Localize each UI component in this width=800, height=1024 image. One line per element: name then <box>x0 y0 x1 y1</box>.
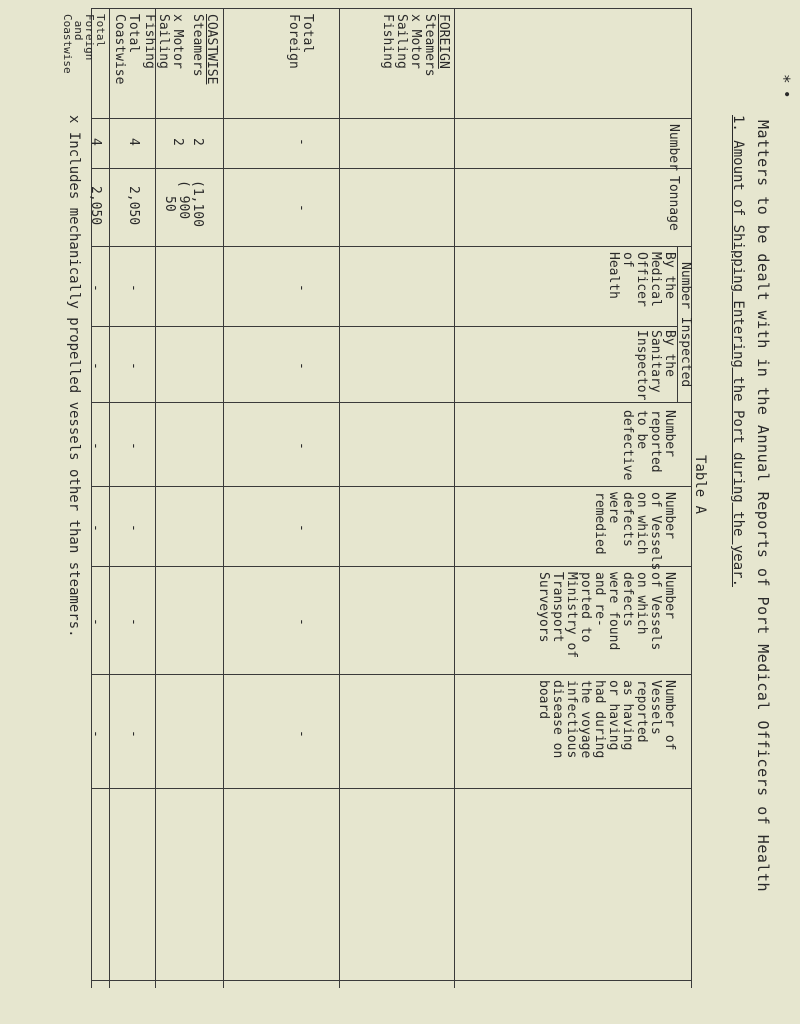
total-all-defective: - <box>88 442 103 450</box>
row-label-fishing: Fishing <box>380 14 395 69</box>
row-label-foreign: FOREIGN <box>436 14 451 69</box>
row-rule-after-foreign <box>339 8 340 988</box>
total-foreign-tonnage: - <box>294 204 309 212</box>
col-header-reported-defective: Number reported to be defective <box>620 410 677 481</box>
col-header-number: Number <box>666 124 681 171</box>
total-coastwise-si: - <box>126 362 141 370</box>
coast-motor-number: 2 <box>170 138 185 146</box>
table-right-rule <box>92 980 692 981</box>
total-all-si: - <box>88 362 103 370</box>
row-label-motor: x Motor <box>408 14 423 69</box>
col-rule-5 <box>92 402 692 403</box>
total-coastwise-infectious: - <box>126 730 141 738</box>
col-rule-2 <box>92 168 692 169</box>
row-rule-after-total-coastwise <box>109 8 110 988</box>
coast-steamers-tonnage: (1,100 <box>190 180 205 227</box>
total-coastwise-number: 4 <box>126 138 141 146</box>
col-rule-8 <box>92 674 692 675</box>
col-rule-3 <box>92 246 692 247</box>
star-mark: * <box>775 74 794 84</box>
document-title: Matters to be dealt with in the Annual Reports of Port Medical Officers of Health <box>754 120 772 892</box>
col-header-tonnage: Tonnage <box>666 176 681 231</box>
total-all-tonnage: 2,050 <box>88 186 103 226</box>
row-label-total-foreign-and-coastwise: Total Foreign and Coastwise <box>61 14 107 74</box>
row-label-coast-motor: x Motor <box>170 14 185 69</box>
col-rule-4 <box>92 326 678 327</box>
col-header-infectious-disease: Number of Vessels reported as having or having had during the voyage infectious disease on board <box>536 680 677 759</box>
total-coastwise-ministry: - <box>126 618 141 626</box>
total-foreign-ministry: - <box>294 618 309 626</box>
total-all-ministry: - <box>88 618 103 626</box>
col-rule-6 <box>92 486 692 487</box>
col-header-reported-to-ministry: Number of Vessels on which defects were found and re- ported to Ministry of Transport Surveyors <box>536 572 677 659</box>
table-left-rule <box>92 8 692 9</box>
total-coastwise-remedied: - <box>126 524 141 532</box>
header-rule <box>454 8 455 988</box>
total-all-number: 4 <box>88 138 103 146</box>
coast-steamers-number: 2 <box>190 138 205 146</box>
total-foreign-defective: - <box>294 442 309 450</box>
section-subtitle: 1. Amount of Shipping Entering the Port during the year. <box>730 115 746 588</box>
table-label: Table A <box>692 455 708 515</box>
total-coastwise-defective: - <box>126 442 141 450</box>
coast-motor-tonnage: ( 900 <box>176 180 191 220</box>
row-label-coast-sailing: Sailing <box>156 14 171 69</box>
total-all-remedied: - <box>88 524 103 532</box>
total-all-mo: - <box>88 284 103 292</box>
footnote: x Includes mechanically propelled vessels other than steamers. <box>66 115 82 638</box>
row-label-total-coastwise: Total Coastwise <box>112 14 141 85</box>
col-header-by-sanitary-inspector: By the Sanitary Inspector <box>634 330 677 401</box>
row-label-coast-fishing: Fishing <box>142 14 157 69</box>
col-header-defects-remedied: Number of Vessels on which defects were remedied <box>592 492 677 571</box>
total-all-infectious: - <box>88 730 103 738</box>
row-rule-after-total-foreign <box>223 8 224 988</box>
row-label-coast-steamers: Steamers <box>190 14 205 77</box>
total-foreign-number: - <box>294 138 309 146</box>
total-foreign-si: - <box>294 362 309 370</box>
row-label-sailing: Sailing <box>394 14 409 69</box>
row-label-total-foreign: Total Foreign <box>286 14 315 69</box>
col-header-number-inspected: Number Inspected <box>678 262 693 388</box>
row-label-steamers: Steamers <box>422 14 437 77</box>
total-foreign-mo: - <box>294 284 309 292</box>
row-label-coastwise: COASTWISE <box>204 14 219 85</box>
bullet-mark: • <box>778 90 794 99</box>
table-bottom-rule <box>91 8 92 988</box>
col-rule-9 <box>92 788 692 789</box>
total-foreign-remedied: - <box>294 524 309 532</box>
coast-sailing-tonnage: 50 <box>162 196 177 212</box>
total-coastwise-tonnage: 2,050 <box>126 186 141 226</box>
total-foreign-infectious: - <box>294 730 309 738</box>
table-top-rule <box>691 8 692 988</box>
row-rule-after-coastwise <box>155 8 156 988</box>
col-rule-1 <box>92 118 692 119</box>
col-header-by-medical-officer: By the Medical Officer of Health <box>606 252 677 307</box>
total-coastwise-mo: - <box>126 284 141 292</box>
